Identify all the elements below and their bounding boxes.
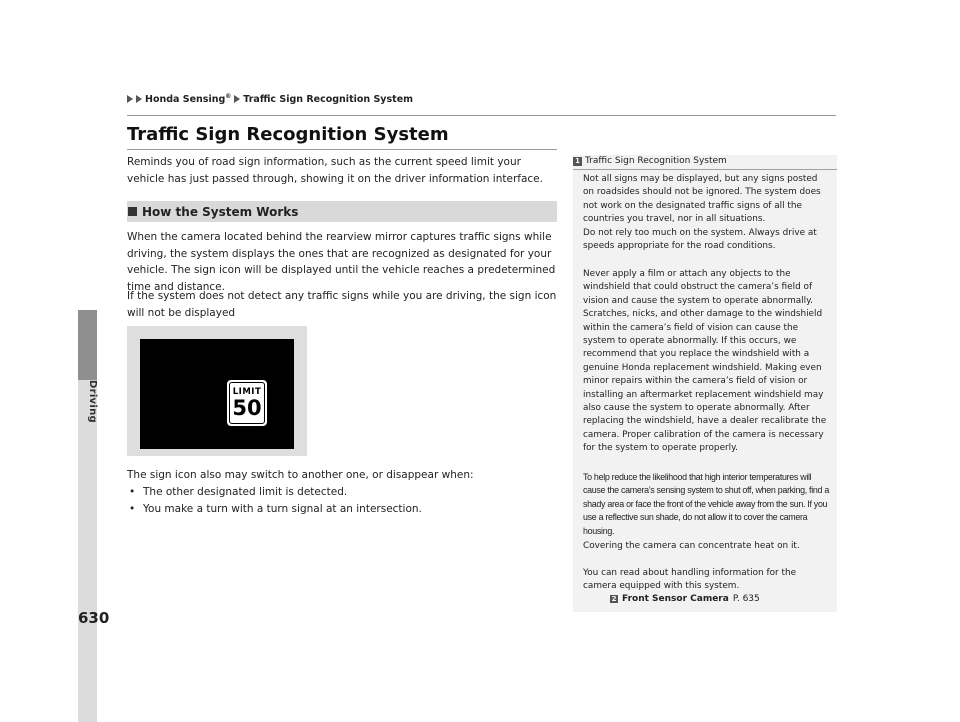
sidebar-paragraph-handling: You can read about handling information for the camera equipped with this system.	[583, 568, 797, 592]
cross-reference-icon: 2	[611, 595, 617, 603]
breadcrumb-arrow-icon	[127, 95, 133, 103]
chapter-tab-label[interactable]: Driving	[87, 380, 98, 423]
condition-list	[127, 484, 422, 517]
breadcrumb-arrow-icon	[136, 95, 142, 103]
registered-mark: ®	[225, 93, 232, 100]
title-divider	[127, 149, 557, 150]
list-item: • You make a turn with a turn signal at an intersection.	[127, 501, 422, 518]
sidebar-paragraph-windshield: Never apply a film or attach any objects to the windshield that could obstruct the camera’s field of vision and cause the system to operate abnormally. Scratches, nicks, and other damage to the windshield within the camera’s field of vision can cause the system to operate abnormally. If this occurs, we recommend that you replace the windshield with a genuine Honda replacement windshield. Making even minor repairs within the camera’s field of vision or installing an aftermarket replacement windshield may also cause the system to operate abnormally. After replacing the windshield, have a dealer recalibrate the camera. Proper calibration of the camera is necessary for the system to operate properly.	[583, 269, 827, 454]
speed-limit-sign-label: LIMIT	[232, 387, 262, 397]
page-number: 630	[78, 609, 110, 627]
list-item: • The other designated limit is detected.	[127, 484, 422, 501]
page-title: Traffic Sign Recognition System	[127, 124, 449, 145]
sidebar-paragraph-signs: Not all signs may be displayed, but any signs posted on roadsides should not be ignored. The system does not work on the designated traffic signs of all the countries you travel, nor in all situations.	[583, 174, 821, 225]
speed-limit-sign-icon	[227, 380, 267, 426]
breadcrumb-arrow-icon	[234, 95, 240, 103]
square-bullet-icon	[128, 207, 137, 216]
breadcrumb-item-tsr[interactable]: Traffic Sign Recognition System	[243, 93, 414, 105]
header-divider	[127, 115, 836, 116]
switch-paragraph: The sign icon also may switch to another one, or disappear when:	[127, 469, 474, 481]
sidebar-heading	[573, 156, 837, 166]
cross-reference-link[interactable]	[610, 594, 760, 604]
display-screen-illustration	[140, 339, 294, 449]
sidebar-heading-text[interactable]: Traffic Sign Recognition System	[585, 156, 727, 166]
breadcrumb	[127, 93, 413, 105]
speed-limit-sign-value: 50	[232, 396, 262, 420]
reference-number-icon: 1	[573, 157, 582, 166]
intro-paragraph: Reminds you of road sign information, such as the current speed limit your vehicle has just passed through, showing it on the driver information interface.	[127, 156, 543, 185]
sidebar-paragraph-rely: Do not rely too much on the system. Always drive at speeds appropriate for the road conditions.	[583, 228, 817, 252]
sidebar-paragraph-temperature: To help reduce the likelihood that high interior temperatures will cause the camera’s sensing system to shut off, when parking, find a shady area or face the front of the vehicle away from the sun. If you use a reflective sun shade, do not allow it to cover the camera housing.	[583, 472, 829, 536]
no-sign-paragraph: If the system does not detect any traffic signs while you are driving, the sign icon will not be displayed	[127, 290, 557, 319]
breadcrumb-item-honda-sensing[interactable]: Honda Sensing®	[145, 93, 232, 106]
chapter-tab-marker	[78, 310, 97, 380]
section-heading: How the System Works	[142, 204, 299, 219]
sidebar-divider	[573, 169, 837, 170]
bullet-dot-icon: •	[129, 502, 136, 515]
sidebar-paragraph-heat: Covering the camera can concentrate heat on it.	[583, 541, 800, 551]
bullet-dot-icon: •	[129, 486, 136, 498]
cross-reference-page: P. 635	[732, 594, 760, 604]
cross-reference-label: Front Sensor Camera	[622, 594, 729, 604]
how-it-works-paragraph: When the camera located behind the rearview mirror captures traffic signs while driving, the system displays the ones that are recognized as designated for your vehicle. The sign icon will be displayed until the vehicle reaches a predetermined time and distance.	[127, 231, 556, 293]
section-heading-bar	[127, 201, 557, 222]
